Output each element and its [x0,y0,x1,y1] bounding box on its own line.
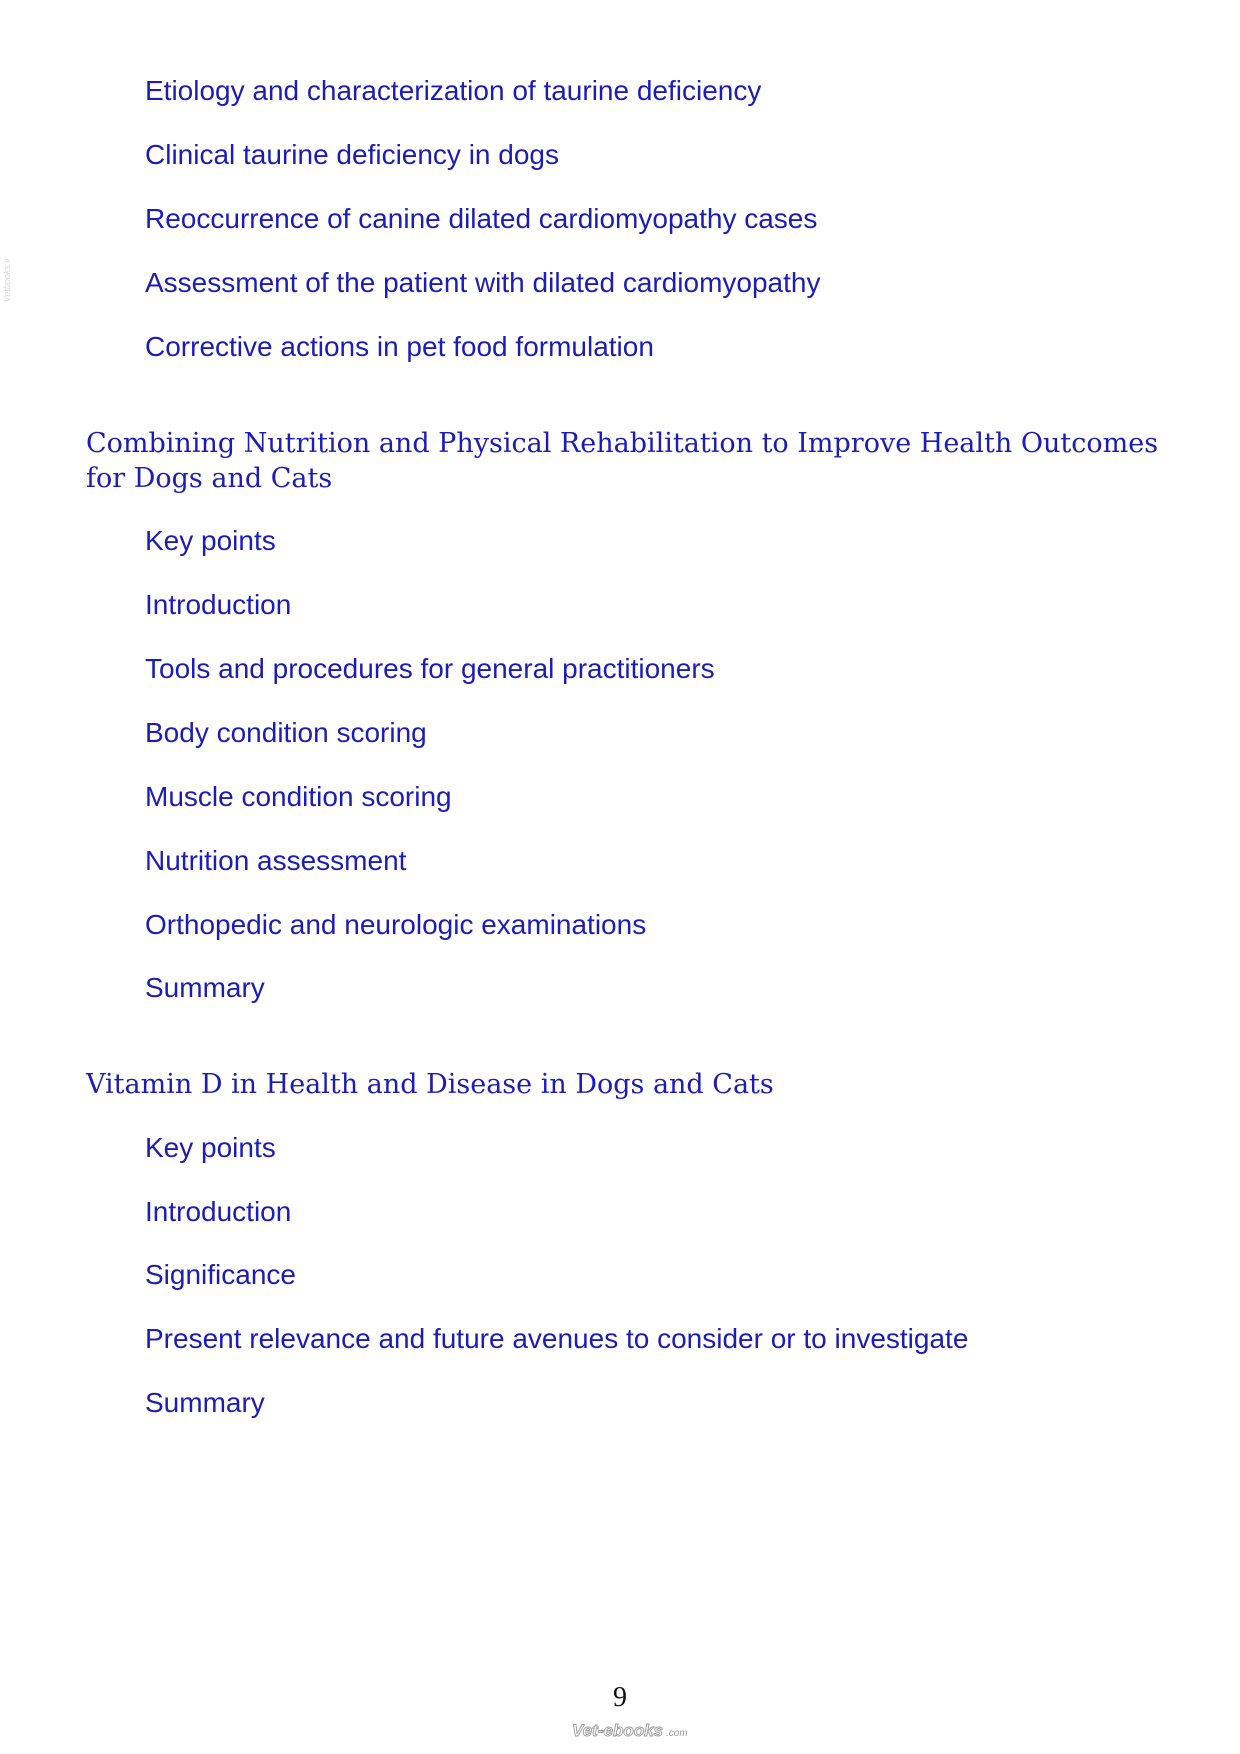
toc-entry-tools-procedures[interactable]: Tools and procedures for general practitioners [145,653,715,684]
toc-chapter-nutrition-rehab[interactable]: Combining Nutrition and Physical Rehabilitation to Improve Health Outcomes for Dogs and Cats [86,428,1159,494]
toc-entry-muscle-condition[interactable]: Muscle condition scoring [145,781,452,812]
toc-entry-ortho-neuro[interactable]: Orthopedic and neurologic examinations [145,909,647,940]
toc-entry-summary[interactable]: Summary [145,972,265,1003]
toc-entry-significance[interactable]: Significance [145,1259,296,1290]
toc-entry-assessment[interactable]: Assessment of the patient with dilated cardiomyopathy [145,267,821,298]
toc-chapter-vitamin-d[interactable]: Vitamin D in Health and Disease in Dogs and Cats [86,1069,774,1100]
toc-entry-summary[interactable]: Summary [145,1387,265,1418]
page-number: 9 [613,1682,627,1713]
toc-entry-body-condition[interactable]: Body condition scoring [145,717,427,748]
toc-entry-key-points[interactable]: Key points [145,525,276,556]
svg-text:Vet-ebooks: Vet-ebooks [572,1721,664,1740]
toc-entry-reoccurrence[interactable]: Reoccurrence of canine dilated cardiomyopathy cases [145,203,818,234]
svg-text:.com: .com [666,1728,688,1739]
side-watermark [0,240,20,320]
site-logo [570,1718,700,1742]
toc-entry-key-points[interactable]: Key points [145,1132,276,1163]
toc-entry-clinical-taurine[interactable]: Clinical taurine deficiency in dogs [145,139,559,170]
toc-entry-corrective-actions[interactable]: Corrective actions in pet food formulation [145,331,654,362]
toc-entry-introduction[interactable]: Introduction [145,589,292,620]
toc-entry-introduction[interactable]: Introduction [145,1196,292,1227]
toc-entry-present-relevance[interactable]: Present relevance and future avenues to consider or to investigate [145,1323,969,1354]
toc-entry-etiology[interactable]: Etiology and characterization of taurine deficiency [145,75,762,106]
svg-text:Vetbooks.ir: Vetbooks.ir [2,257,12,303]
toc-entry-nutrition-assessment[interactable]: Nutrition assessment [145,845,407,876]
